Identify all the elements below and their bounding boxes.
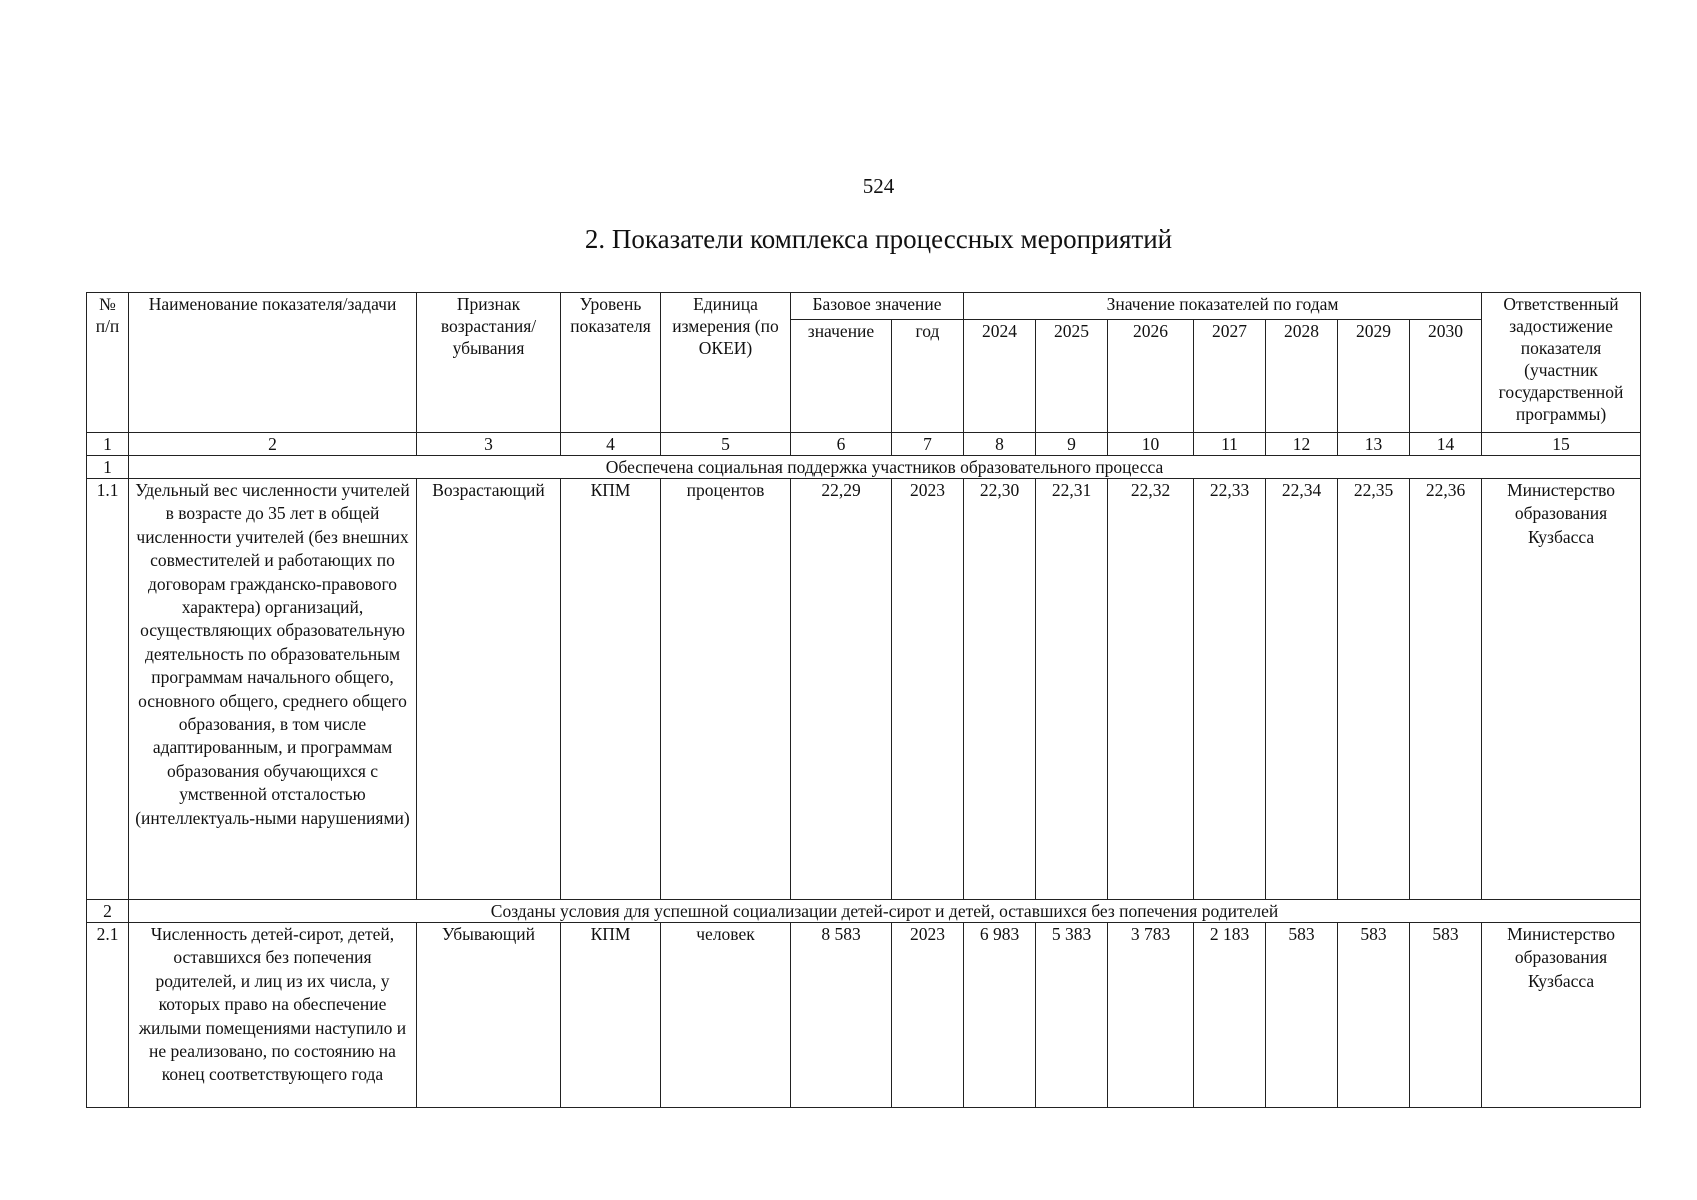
column-number: 7 [892,433,964,456]
indicator-base-value: 22,29 [791,479,892,900]
indicator-value-2027: 22,33 [1194,479,1266,900]
indicator-value-2025: 22,31 [1036,479,1108,900]
indicator-base-year: 2023 [892,479,964,900]
column-number: 9 [1036,433,1108,456]
header-year-2029: 2029 [1338,320,1410,433]
task-row [87,456,1641,479]
indicator-value-2030: 22,36 [1410,479,1482,900]
indicator-level: КПМ [561,923,661,1108]
indicator-number: 2.1 [87,923,129,1108]
indicator-row [87,479,1641,900]
indicator-base-value: 8 583 [791,923,892,1108]
header-name: Наименование показателя/задачи [129,293,417,433]
indicator-number: 1.1 [87,479,129,900]
indicator-base-year: 2023 [892,923,964,1108]
column-number: 1 [87,433,129,456]
header-row-1 [87,293,1641,320]
indicator-value-2028: 583 [1266,923,1338,1108]
indicator-value-2030: 583 [1410,923,1482,1108]
indicator-name: Численность детей-сирот, детей, оставшихся без попечения родителей, и лиц из их числа, у которых право на обеспечение жилыми помещениями наступило и не реализовано, по состоянию на конец соответствующего года [129,923,417,1108]
header-year-2024: 2024 [964,320,1036,433]
header-year-2027: 2027 [1194,320,1266,433]
indicator-value-2028: 22,34 [1266,479,1338,900]
column-number: 14 [1410,433,1482,456]
header-responsible: Ответственный задостижение показателя (участник государственной программы) [1482,293,1641,433]
column-number: 6 [791,433,892,456]
header-base-value: значение [791,320,892,433]
indicator-value-2024: 22,30 [964,479,1036,900]
header-level: Уровень показателя [561,293,661,433]
header-base-year: год [892,320,964,433]
column-number: 2 [129,433,417,456]
column-number: 3 [417,433,561,456]
indicator-value-2026: 22,32 [1108,479,1194,900]
header-year-2026: 2026 [1108,320,1194,433]
indicator-value-2029: 22,35 [1338,479,1410,900]
task-title: Созданы условия для успешной социализации детей-сирот и детей, оставшихся без попечения родителей [129,900,1641,923]
header-year-2030: 2030 [1410,320,1482,433]
task-row [87,900,1641,923]
indicator-level: КПМ [561,479,661,900]
indicator-value-2027: 2 183 [1194,923,1266,1108]
indicator-name: Удельный вес численности учителей в возрасте до 35 лет в общей численности учителей (без внешних совместителей и работающих по договорам гражданско-правового характера) организаций, осуществляющих образовательную деятельность по образовательным программам начального общего, основного общего, среднего общего образования, в том числе адаптированным, и программам образования обучающихся с умственной отсталостью (интеллектуаль-ными нарушениями) [129,479,417,900]
column-number: 5 [661,433,791,456]
header-base-group: Базовое значение [791,293,964,320]
indicator-value-2029: 583 [1338,923,1410,1108]
indicators-table [86,292,1641,1108]
indicator-value-2025: 5 383 [1036,923,1108,1108]
indicator-row [87,923,1641,1108]
indicator-responsible: Министерство образования Кузбасса [1482,479,1641,900]
header-no: № п/п [87,293,129,433]
header-years-group: Значение показателей по годам [964,293,1482,320]
column-numbers-row [87,433,1641,456]
header-year-2025: 2025 [1036,320,1108,433]
header-year-2028: 2028 [1266,320,1338,433]
task-number: 1 [87,456,129,479]
task-number: 2 [87,900,129,923]
column-number: 13 [1338,433,1410,456]
column-number: 12 [1266,433,1338,456]
task-title: Обеспечена социальная поддержка участников образовательного процесса [129,456,1641,479]
indicator-unit: человек [661,923,791,1108]
indicator-sign: Возрастающий [417,479,561,900]
header-sign: Признак возрастания/ убывания [417,293,561,433]
column-number: 11 [1194,433,1266,456]
document-title: 2. Показатели комплекса процессных мероприятий [584,224,1173,254]
indicator-value-2026: 3 783 [1108,923,1194,1108]
page-number: 524 [862,174,895,198]
indicator-unit: процентов [661,479,791,900]
indicator-responsible: Министерство образования Кузбасса [1482,923,1641,1108]
indicator-sign: Убывающий [417,923,561,1108]
column-number: 10 [1108,433,1194,456]
column-number: 15 [1482,433,1641,456]
indicator-value-2024: 6 983 [964,923,1036,1108]
column-number: 8 [964,433,1036,456]
column-number: 4 [561,433,661,456]
header-unit: Единица измерения (по ОКЕИ) [661,293,791,433]
